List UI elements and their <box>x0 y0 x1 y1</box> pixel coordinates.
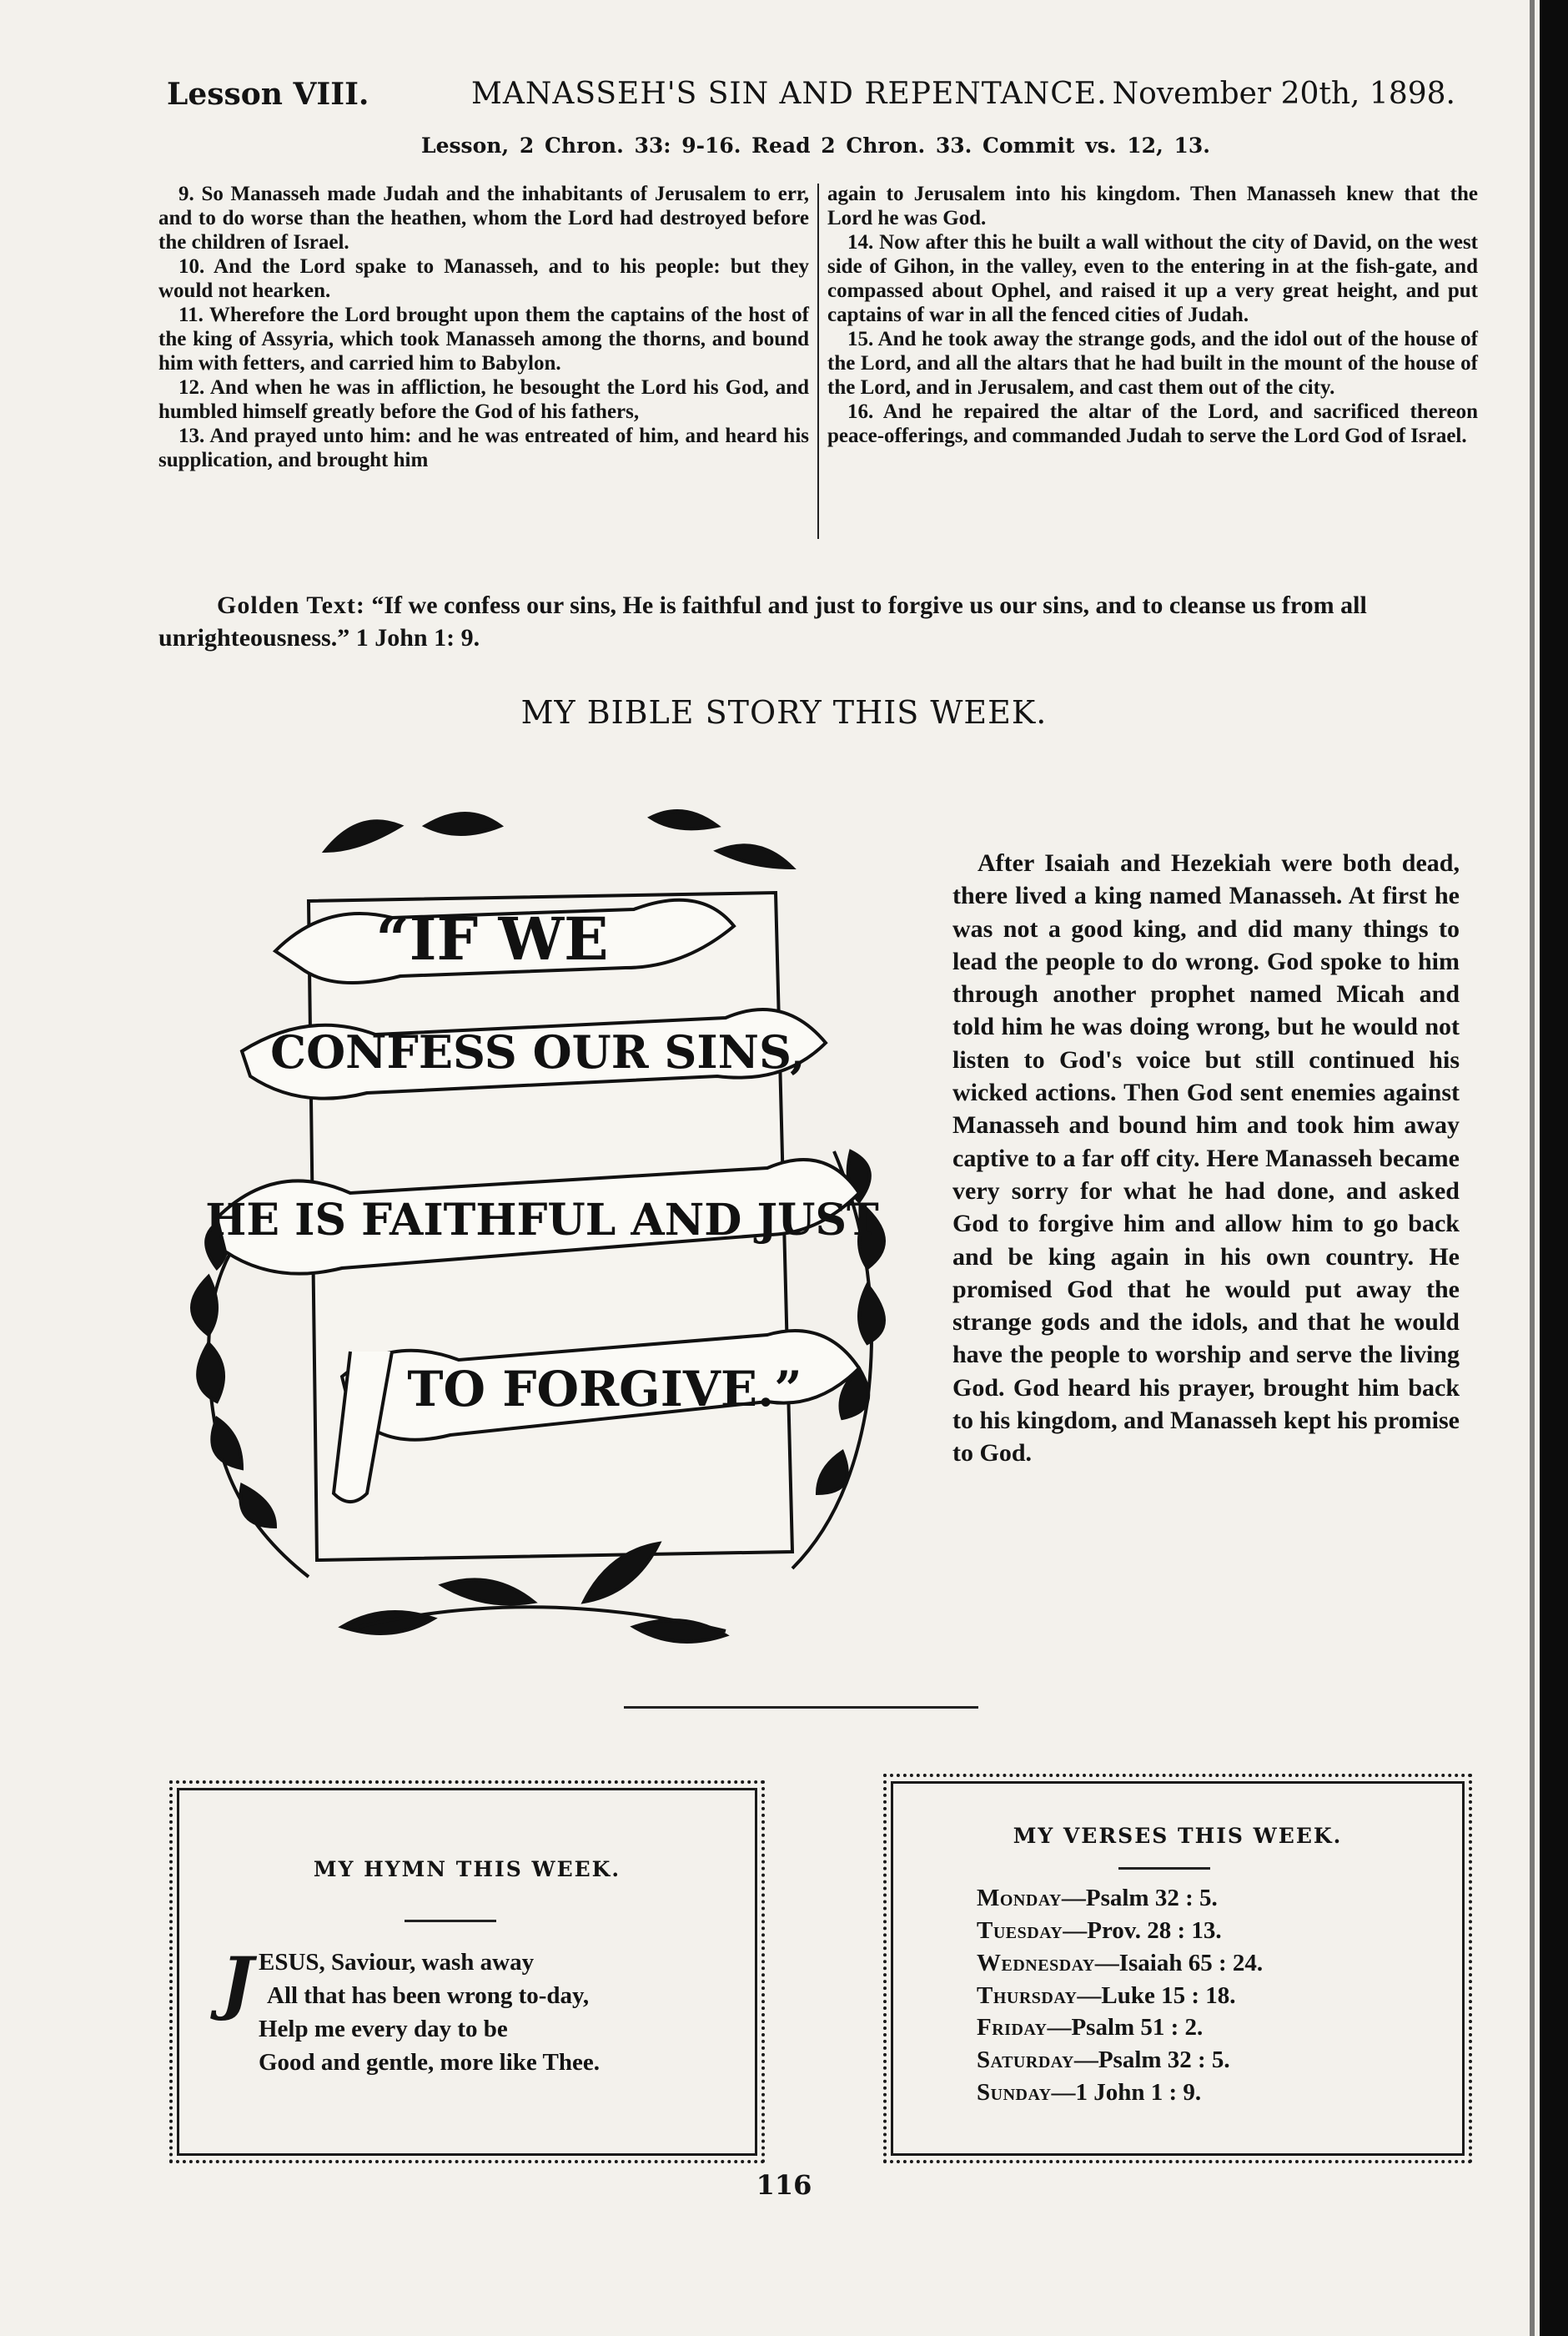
verse-11: 11. Wherefore the Lord brought upon them the captains of the host of the king of Assyria, which took Manasseh among the thorns, and bound him with fetters, and carried him to Babylon. <box>158 304 809 375</box>
page-edge-shadow <box>1530 0 1535 2336</box>
golden-text <box>158 589 1460 654</box>
verse-reference: —1 John 1 : 9. <box>1051 2079 1202 2107</box>
page-header <box>167 77 1455 127</box>
verses-title: MY VERSES THIS WEEK. <box>1013 1824 1343 1848</box>
hymn-title-rule <box>405 1920 496 1922</box>
verses-list <box>977 1882 1263 2109</box>
scripture-column-left <box>158 182 809 472</box>
hymn-dropcap: J <box>221 1943 254 2023</box>
emblem-illustration <box>183 801 892 1669</box>
verse-reference: —Psalm 32 : 5. <box>1073 2047 1230 2074</box>
verse-9: 9. So Manasseh made Judah and the inhabitants of Jerusalem to err, and to do worse than the heathen, whom the Lord had destroyed before the children of Israel. <box>158 183 809 254</box>
scripture-column-right <box>827 182 1478 448</box>
verse-13-continued: again to Jerusalem into his kingdom. Then Manasseh knew that the Lord he was God. <box>827 183 1478 229</box>
verse-day: Sunday <box>977 2079 1052 2107</box>
golden-text-label: Golden Text: <box>217 592 365 619</box>
hymn-line-1: ESUS, Saviour, wash away <box>259 1949 535 1976</box>
verse-reference: —Luke 15 : 18. <box>1077 1981 1236 2009</box>
verse-day: Tuesday <box>977 1916 1063 1944</box>
verse-list-item <box>977 2044 1263 2077</box>
verse-reference: —Psalm 51 : 2. <box>1047 2014 1204 2041</box>
verse-13: 13. And prayed unto him: and he was entreated of him, and heard his supplication, and brought him <box>158 425 809 471</box>
verse-10: 10. And the Lord spake to Manasseh, and to his people: but they would not hearken. <box>158 255 809 302</box>
verse-day: Saturday <box>977 2047 1074 2074</box>
verse-list-item <box>977 2077 1263 2109</box>
page-edge <box>1540 0 1568 2336</box>
verse-16: 16. And he repaired the altar of the Lord, and sacrificed thereon peace-offerings, and commanded Judah to serve the Lord God of Israel. <box>827 400 1478 447</box>
lesson-title: MANASSEH'S SIN AND REPENTANCE. <box>471 77 1108 111</box>
verse-list-item <box>977 1980 1263 2012</box>
lesson-date: November 20th, 1898. <box>1112 77 1455 111</box>
verse-list-item <box>977 2011 1263 2044</box>
verse-list-item <box>977 1882 1263 1915</box>
verses-title-rule <box>1118 1867 1210 1870</box>
verse-day: Monday <box>977 1885 1062 1911</box>
column-rule <box>817 184 819 539</box>
verse-15: 15. And he took away the strange gods, and the idol out of the house of the Lord, and all the altars that he had built in the mount of the house of the Lord, and in Jerusalem, and cast them out of the city. <box>827 328 1478 399</box>
scripture-passage <box>158 182 1478 541</box>
verse-reference: —Isaiah 65 : 24. <box>1094 1949 1264 1976</box>
lesson-number: Lesson VIII. <box>167 77 369 112</box>
hymn-line-3: Help me every day to be <box>259 2016 508 2042</box>
banner-text-2: CONFESS OUR SINS, <box>270 1025 806 1079</box>
verse-list-item <box>977 1915 1263 1947</box>
hymn-title: MY HYMN THIS WEEK. <box>313 1857 621 1881</box>
bible-story-text: After Isaiah and Hezekiah were both dead, there lived a king named Manasseh. At first he was not a good king, and did many things to lead the people to do wrong. God spoke to him through another prophet named Micah and told him he was doing wrong, but he would not listen to God's voice but still continued his wicked actions. Then God sent enemies against Manasseh and bound him and took him away captive to a far off city. Here Manasseh became very sorry for what he had done, and asked God to forgive him and allow him to go back and be king again in his own country. He promised God that he would put away the strange gods and the idols, and that he would have the people to worship and serve the living God. God heard his prayer, brought him back to his kingdom, and Manasseh kept his promise to God. <box>952 849 1460 1468</box>
lesson-references: Lesson, 2 Chron. 33: 9-16. Read 2 Chron. 33. Commit vs. 12, 13. <box>421 133 1210 158</box>
verse-12: 12. And when he was in affliction, he besought the Lord his God, and humbled himself greatly before the God of his fathers, <box>158 376 809 423</box>
verse-list-item <box>977 1947 1263 1980</box>
hymn-line-2: All that has been wrong to-day, <box>267 1982 590 2009</box>
verse-day: Wednesday <box>977 1949 1095 1976</box>
section-divider <box>624 1706 978 1709</box>
hymn-box <box>177 1788 757 2156</box>
hymn-line-4: Good and gentle, more like Thee. <box>259 2049 600 2076</box>
banner-text-1: “IF WE <box>375 904 609 974</box>
banner-text-3: HE IS FAITHFUL AND JUST <box>205 1195 879 1246</box>
verse-reference: —Psalm 32 : 5. <box>1061 1885 1218 1911</box>
page-number: 116 <box>756 2169 812 2201</box>
verse-day: Friday <box>977 2014 1048 2041</box>
verse-14: 14. Now after this he built a wall without the city of David, on the west side of Gihon, in the valley, even to the entering in at the fish-gate, and compassed about Ophel, and raised it up a very great height, and put captains of war in all the fenced cities of Judah. <box>827 231 1478 326</box>
banner-text-4: TO FORGIVE.” <box>407 1361 802 1417</box>
golden-text-quote: “If we confess our sins, He is faithful and just to forgive us our sins, and to cleanse us from all unrighteousness.” 1 John 1: 9. <box>158 592 1367 652</box>
story-title: MY BIBLE STORY THIS WEEK. <box>520 694 1048 731</box>
verses-box <box>891 1781 1465 2156</box>
verse-reference: —Prov. 28 : 13. <box>1063 1916 1222 1944</box>
verse-day: Thursday <box>977 1981 1078 2009</box>
